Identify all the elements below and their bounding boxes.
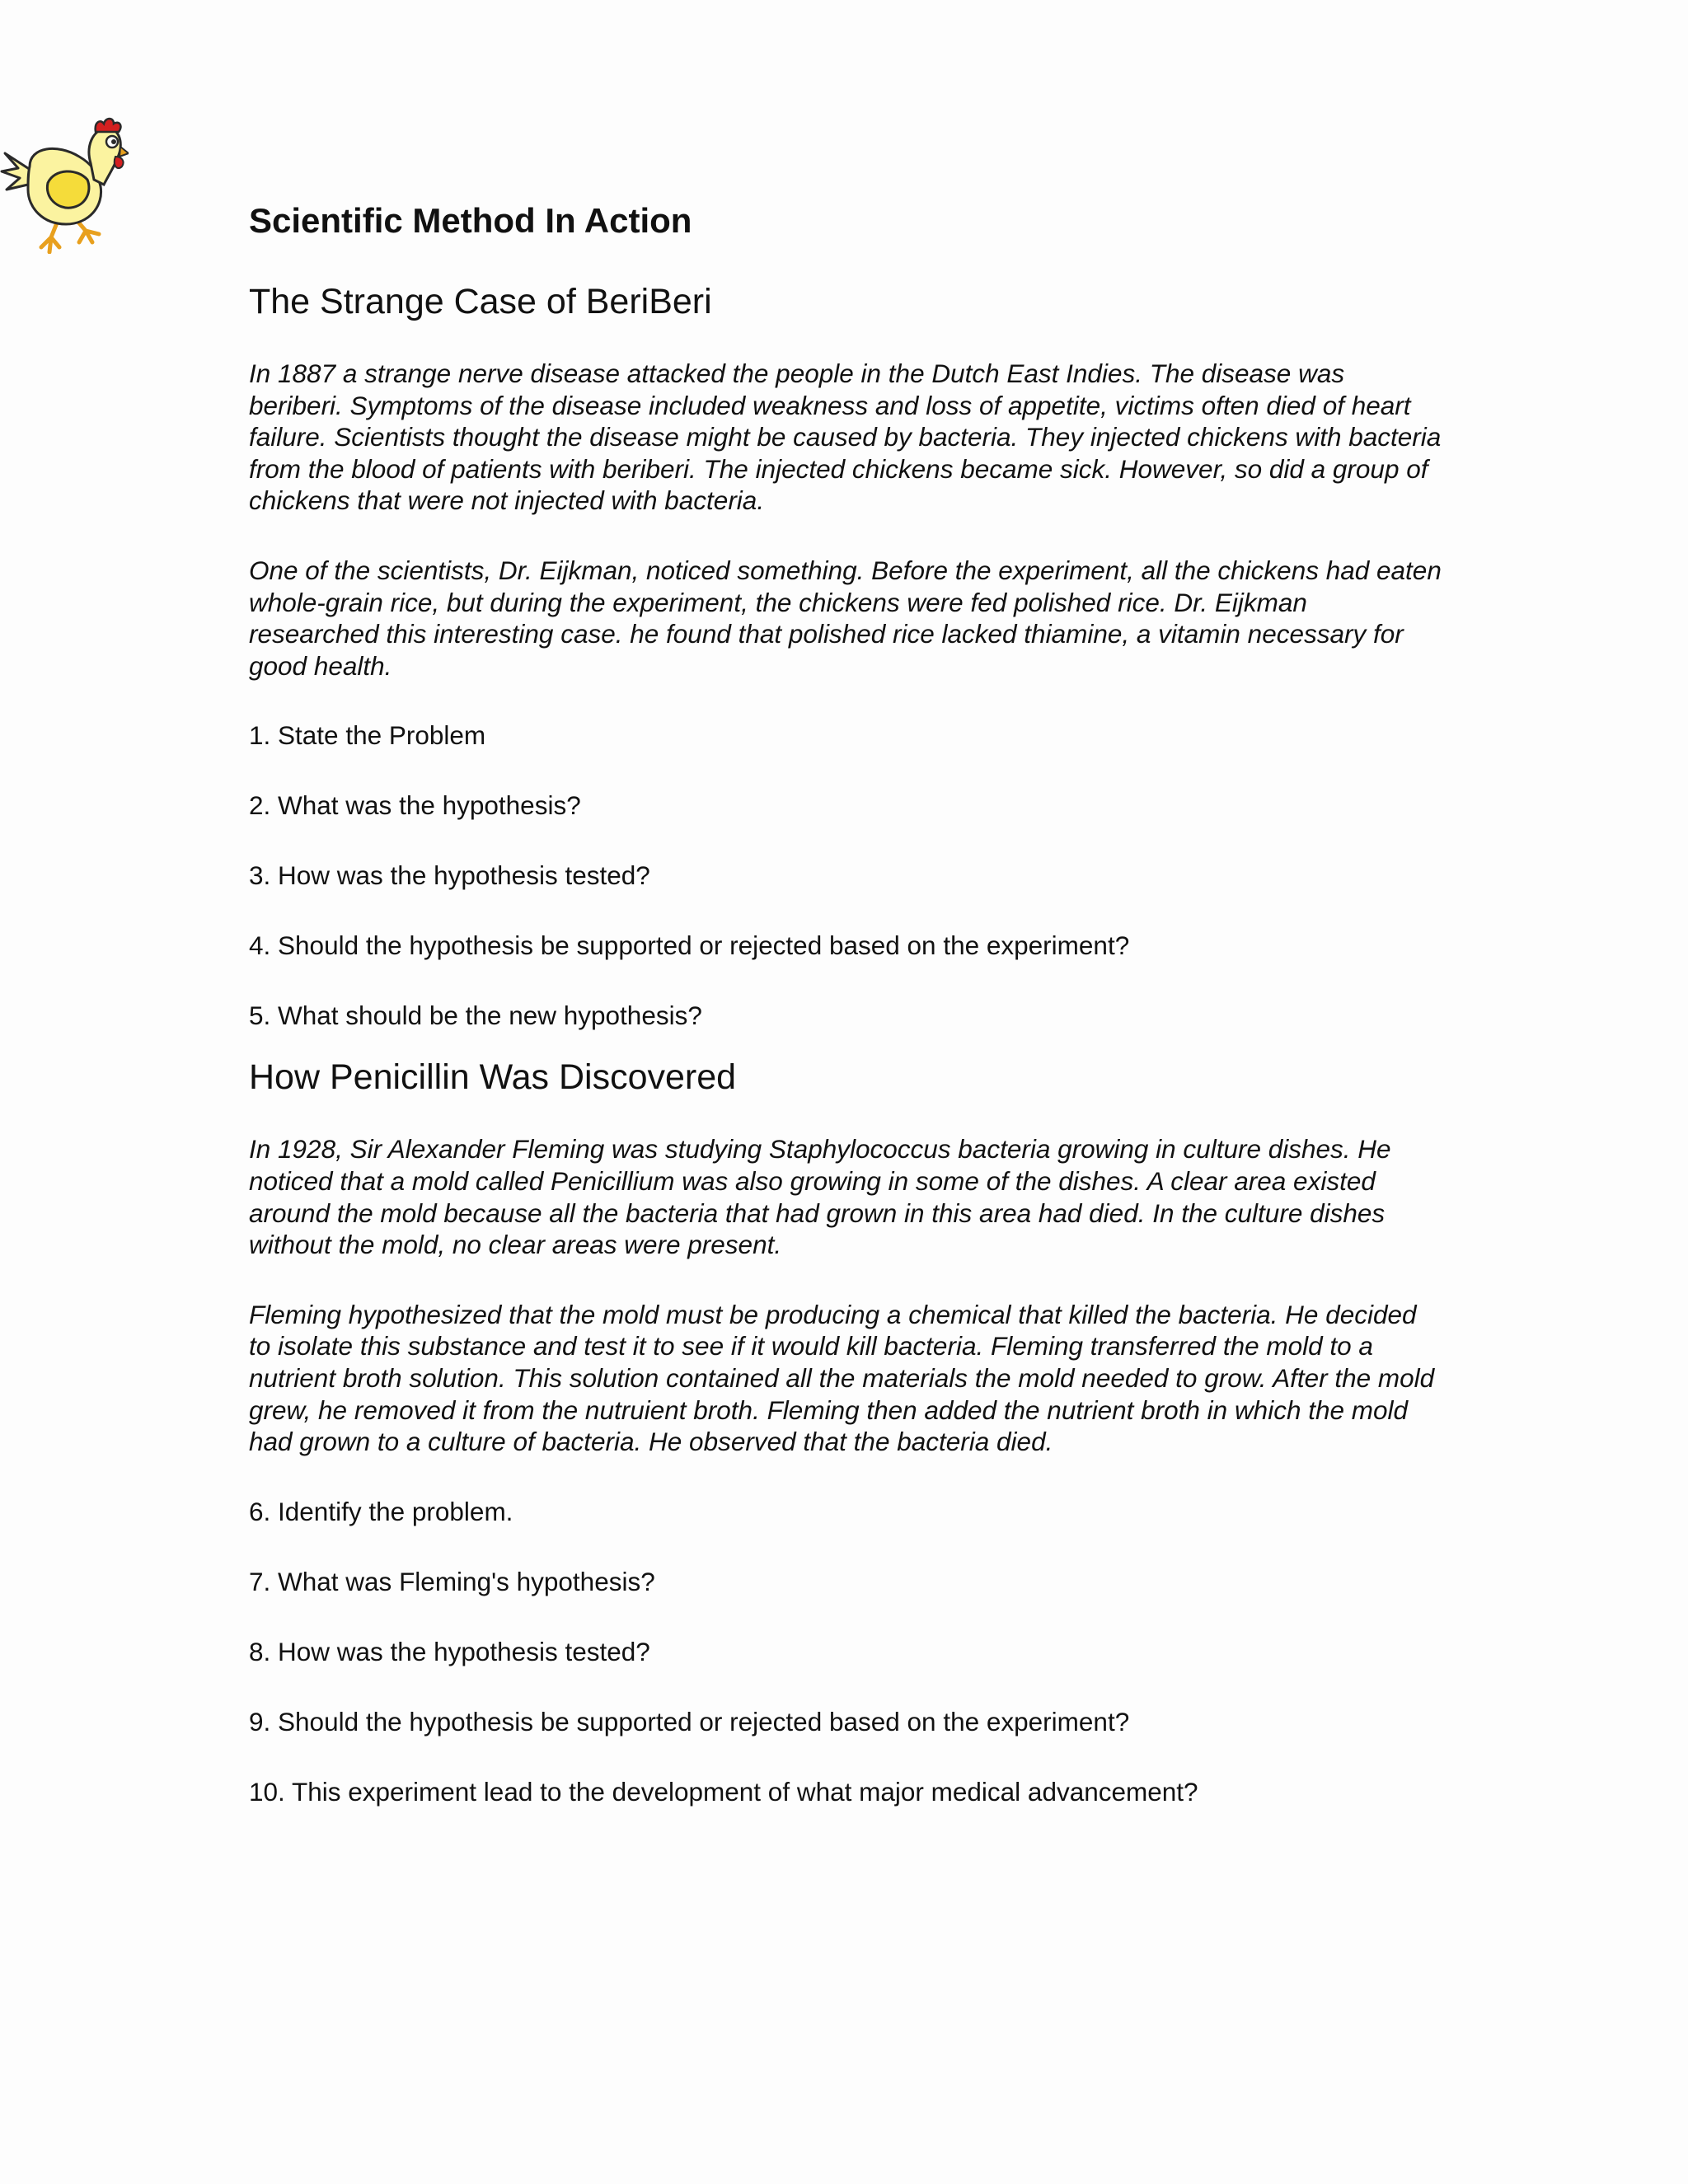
- worksheet: [249, 196, 1444, 1807]
- question-4: 4. Should the hypothesis be supported or rejected based on the experiment?: [249, 930, 1130, 961]
- section-heading-penicillin: How Penicillin Was Discovered: [249, 1057, 737, 1098]
- question-6: 6. Identify the problem.: [249, 1496, 513, 1526]
- penicillin-questions: [249, 1496, 1444, 1807]
- question-2: 2. What was the hypothesis?: [249, 790, 581, 821]
- penicillin-paragraph-1: In 1928, Sir Alexander Fleming was studying Staphylococcus bacteria growing in culture dishes. He noticed that a mold called Penicillium was also growing in some of the dishes. A clear area existed around the mold because all the bacteria that had grown in this area had died. In the culture dishes without the mold, no clear areas were present.: [249, 1134, 1391, 1260]
- question-1: 1. State the Problem: [249, 720, 486, 751]
- question-10: 10. This experiment lead to the development of what major medical advancement?: [249, 1776, 1198, 1807]
- beriberi-questions: [249, 719, 1444, 1031]
- question-3: 3. How was the hypothesis tested?: [249, 860, 650, 891]
- question-8: 8. How was the hypothesis tested?: [249, 1636, 650, 1666]
- chicken-icon: [0, 114, 129, 254]
- penicillin-paragraph-2: Fleming hypothesized that the mold must be producing a chemical that killed the bacteria. He decided to isolate this substance and test it to see if it would kill bacteria. Fleming transferred the mold to a nutrient broth solution. This solution contained all the materials the mold needed to grow. After the mold grew, he removed it from the nutruient broth. Fleming then added the nutrient broth in which the mold had grown to a culture of bacteria. He observed that the bacteria died.: [249, 1299, 1435, 1457]
- section-heading-beriberi: The Strange Case of BeriBeri: [249, 282, 712, 321]
- question-7: 7. What was Fleming's hypothesis?: [249, 1566, 655, 1596]
- question-5: 5. What should be the new hypothesis?: [249, 1001, 702, 1031]
- beriberi-paragraph-2: One of the scientists, Dr. Eijkman, noticed something. Before the experiment, all the chickens had eaten whole-grain rice, but during the experiment, the chickens were fed polished rice. Dr. Eijkman researched this interesting case. he found that polished rice lacked thiamine, a vitamin necessary for good health.: [249, 555, 1442, 681]
- question-9: 9. Should the hypothesis be supported or rejected based on the experiment?: [249, 1706, 1130, 1736]
- beriberi-paragraph-1: In 1887 a strange nerve disease attacked the people in the Dutch East Indies. The disease was beriberi. Symptoms of the disease included weakness and loss of appetite, victims often died of heart failure. Scientists thought the disease might be caused by bacteria. They injected chickens with bacteria from the blood of patients with beriberi. The injected chickens became sick. However, so did a group of chickens that were not injected with bacteria.: [249, 359, 1442, 516]
- page-title: Scientific Method In Action: [249, 201, 692, 240]
